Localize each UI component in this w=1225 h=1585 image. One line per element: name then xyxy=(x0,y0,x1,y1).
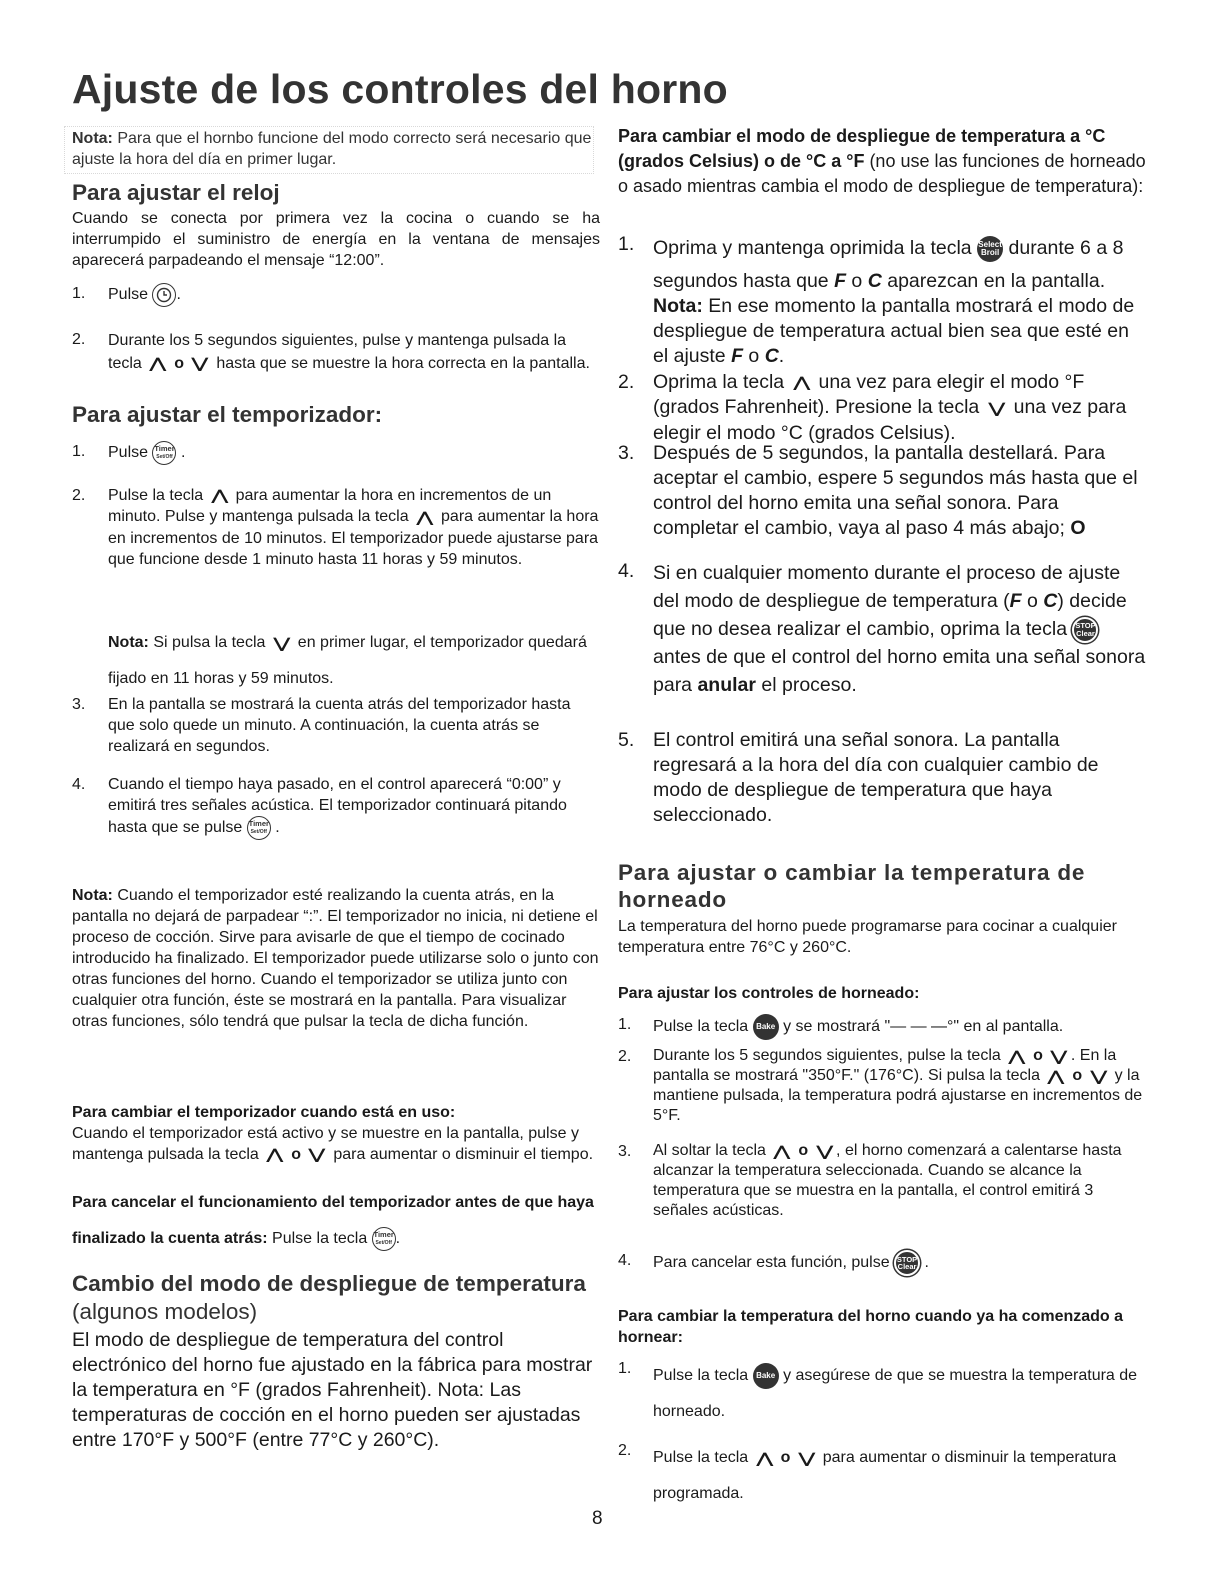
step-text: para aumentar o disminuir la temperatura programada. xyxy=(653,1449,1117,1503)
step-text: Al soltar la tecla xyxy=(653,1142,766,1160)
note-text: Cuando el temporizador esté realizando la cuenta atrás, en la pantalla no dejará de parpadear “:”. El temporizador no inicia, ni detiene el proceso de cocción. Sirve para avisarle de que el tiempo de cocinado introducido ha finalizado. El temporizador puede utilizarse solo o junto con otras funciones del horno. Cuando el temporizador se utiliza junto con cualquier otra función, éste se mostrará en la pantalla. Para visualizar otras funciones, sólo tendrá que pulsar la tecla de dicha función. xyxy=(72,887,599,1030)
intro-note xyxy=(72,128,600,170)
segment-f: F xyxy=(834,270,846,292)
step-text: y se mostrará "— — —°" en al pantalla. xyxy=(783,1018,1064,1036)
segment-c: C xyxy=(867,270,882,292)
step-text: Pulse xyxy=(108,286,149,304)
icon-text: Set/Off xyxy=(375,1239,392,1246)
timer-note xyxy=(72,885,600,1032)
down-arrow-icon: ⋁ xyxy=(309,1146,326,1163)
timer-step-2 xyxy=(72,485,600,570)
or-word: o xyxy=(748,345,760,367)
or-word: o xyxy=(1033,1047,1043,1065)
step-number: 2. xyxy=(72,487,86,504)
step-text: Oprima la tecla xyxy=(653,371,785,393)
display-mode-heading xyxy=(72,1269,600,1325)
step-text: Durante los 5 segundos siguientes, pulse y mantenga pulsada la tecla xyxy=(108,332,567,372)
step-number: 4. xyxy=(72,776,86,793)
down-arrow-icon: ⋁ xyxy=(1090,1068,1107,1085)
icon-text: Timer xyxy=(373,1229,394,1239)
step-number: 2. xyxy=(618,1048,632,1065)
display-mode-text: El modo de despliegue de temperatura del control electrónico del horno fue ajustado en la fábrica para mostrar la temperatura en °F (grados Fahrenheit). Nota: Las temperaturas de cocción en el horno pueden ser ajustadas entre 170°F y 500°F (entre 77°C y 260°C). xyxy=(72,1329,593,1451)
up-arrow-icon: ⋀ xyxy=(793,374,810,391)
clock-step-2 xyxy=(72,329,600,375)
clock-step-1 xyxy=(72,283,600,307)
step-number: 3. xyxy=(618,1143,632,1160)
down-arrow-icon: ⋁ xyxy=(816,1143,833,1159)
step-number: 1. xyxy=(72,285,86,302)
step-text: En la pantalla se mostrará la cuenta atrás del temporizador hasta que solo quede un minuto. A continuación, la cuenta atrás se realizará en segundos. xyxy=(108,696,571,755)
up-arrow-icon: ⋀ xyxy=(1008,1048,1026,1064)
step-text: Después de 5 segundos, la pantalla destellará. Para aceptar el cambio, espere 5 segundos más hasta que el control del horno emita una señal sonora. Para completar el cambio, vaya al paso 4 más abajo; xyxy=(653,442,1138,539)
or-word: o xyxy=(1072,1067,1083,1085)
down-arrow-icon: ⋁ xyxy=(988,399,1005,416)
up-arrow-icon: ⋀ xyxy=(756,1450,773,1466)
mode-step-5 xyxy=(618,728,1148,828)
clock-intro: Cuando se conecta por primera vez la cocina o cuando se ha interrumpido el suministro de energía en la ventana de mensajes aparecerá parpadeando el mensaje “12:00”. xyxy=(72,210,600,269)
timer-step-1 xyxy=(72,441,600,465)
step-text: una vez para elegir el modo °C (grados Celsius). xyxy=(653,396,1127,444)
cancel-heading: Para cancelar el funcionamiento del temporizador antes de que haya finalizado la cuenta atrás: xyxy=(72,1194,594,1247)
step-number: 2. xyxy=(72,331,86,348)
down-arrow-icon: ⋁ xyxy=(1051,1048,1068,1064)
step-text: y la mantiene pulsada, la temperatura podrá ajustarse en incrementos de 5°F. xyxy=(653,1067,1143,1125)
step-text: Pulse la tecla xyxy=(653,1449,749,1467)
timer-set-off-icon xyxy=(152,441,176,465)
timer-set-off-icon xyxy=(247,816,271,840)
step-number: 3. xyxy=(618,442,635,464)
icon-text: Clear xyxy=(897,1262,917,1271)
stop-clear-icon xyxy=(894,1250,920,1276)
text: Pulse la tecla xyxy=(267,1230,368,1247)
step-text: Cuando el tiempo haya pasado, en el control aparecerá “0:00” y emitirá tres señales acústica. El temporizador continuará pitando hasta que se pulse xyxy=(108,776,567,837)
intro-note-text: Para que el hornbo funcione del modo correcto será necesario que ajuste la hora del día en primer lugar. xyxy=(72,130,592,168)
bake-step-3 xyxy=(618,1141,1148,1221)
clock-heading: Para ajustar el reloj xyxy=(72,180,280,205)
up-arrow-icon: ⋀ xyxy=(774,1143,791,1159)
step-number: 4. xyxy=(618,1252,632,1269)
heading-bold: Cambio del modo de despliegue de temperatura xyxy=(72,1271,586,1296)
step-number: 1. xyxy=(618,1360,632,1377)
text: Cuando el temporizador está activo y se muestre en la pantalla, pulse y mantenga pulsada la tecla xyxy=(72,1125,579,1163)
step-tail: . xyxy=(924,1254,929,1272)
bake-change-step-2 xyxy=(618,1440,1148,1512)
step-text: Durante los 5 segundos siguientes, pulse la tecla xyxy=(653,1047,1001,1065)
bake-heading: Para ajustar o cambiar la temperatura de horneado xyxy=(618,860,1086,912)
down-arrow-icon: ⋁ xyxy=(192,355,209,372)
clock-icon xyxy=(152,283,176,307)
note-label: Nota: xyxy=(653,295,703,317)
step-number: 1. xyxy=(618,1016,632,1033)
step-text: y asegúrese de que se muestra la temperatura de horneado. xyxy=(653,1367,1138,1420)
up-arrow-icon: ⋀ xyxy=(211,487,228,504)
emphasis-word: anular xyxy=(697,674,756,696)
mode-step-4 xyxy=(618,559,1148,699)
icon-text: Set/Off xyxy=(156,454,173,460)
icon-text: Select xyxy=(978,239,1002,249)
up-arrow-icon: ⋀ xyxy=(416,508,433,525)
step-text: Si en cualquier momento durante el proceso de ajuste del modo de despliegue de temperatura ( xyxy=(653,562,1121,612)
step-text: durante 6 a 8 segundos hasta que xyxy=(653,237,1124,292)
note-text: En ese momento la pantalla mostrará el modo de despliegue de temperatura actual bien sea que esté en el ajuste xyxy=(653,295,1135,367)
step-text: , el horno comenzará a calentarse hasta alcanzar la temperatura seleccionada. Cuando se alcance la temperatura que se muestra en la pantalla, el control emitirá 3 señales acústicas. xyxy=(653,1142,1122,1220)
icon-text: Timer xyxy=(154,444,175,453)
step-text: Oprima y mantenga oprimida la tecla xyxy=(653,237,972,259)
timer-change-text xyxy=(72,1123,600,1165)
step-tail: . xyxy=(176,286,181,304)
or-word: o xyxy=(174,355,184,372)
step-text: Pulse xyxy=(108,444,149,462)
up-arrow-icon: ⋀ xyxy=(266,1146,284,1163)
step-text: ) decide que no desea realizar el cambio, oprima la tecla xyxy=(653,590,1127,640)
timer-change-heading: Para cambiar el temporizador cuando está en uso: xyxy=(72,1104,456,1121)
note-text: Si pulsa la tecla xyxy=(153,634,266,652)
bake-set-heading: Para ajustar los controles de horneado: xyxy=(618,985,920,1002)
step-text: para aumentar la hora en incrementos de 10 minutos. El temporizador puede ajustarse para que funcione desde 1 minuto hasta 11 horas y 59 minutos. xyxy=(108,508,599,568)
segment-f: F xyxy=(731,345,743,367)
bake-change-step-1 xyxy=(618,1358,1148,1430)
step-text: el proceso. xyxy=(761,674,857,696)
icon-text: Timer xyxy=(248,819,269,828)
timer-step-2-note xyxy=(72,625,600,697)
or-word: o xyxy=(1027,590,1038,612)
segment-c: C xyxy=(764,345,779,367)
mode-step-1 xyxy=(618,232,1148,369)
step-text: Para cancelar esta función, pulse xyxy=(653,1254,890,1272)
note-text: en primer lugar, el temporizador quedará fijado en 11 horas y 59 minutos. xyxy=(108,634,587,688)
timer-set-off-icon xyxy=(372,1227,396,1251)
icon-text: Broil xyxy=(980,247,1000,257)
segment-f: F xyxy=(1009,590,1022,612)
bake-change-heading: Para cambiar la temperatura del horno cuando ya ha comenzado a hornear: xyxy=(618,1308,1124,1346)
down-arrow-icon: ⋁ xyxy=(273,635,290,651)
up-arrow-icon: ⋀ xyxy=(1048,1068,1065,1085)
step-text: El control emitirá una señal sonora. La pantalla regresará a la hora del día con cualquier cambio de modo de despliegue de temperatura que haya seleccionado. xyxy=(653,729,1099,826)
timer-cancel xyxy=(72,1185,600,1257)
step-text: aparezcan en la pantalla. xyxy=(887,270,1106,292)
step-text: Pulse la tecla xyxy=(653,1018,749,1036)
step-text: . En la pantalla se mostrará "350°F." (176°C). Si pulsa la tecla xyxy=(653,1047,1117,1085)
mode-step-2 xyxy=(618,370,1148,446)
bake-step-2 xyxy=(618,1046,1148,1126)
icon-text: Set/Off xyxy=(250,829,267,835)
icon-text: Clear xyxy=(1076,628,1095,638)
timer-step-4 xyxy=(72,774,600,840)
bake-step-4 xyxy=(618,1250,1148,1276)
or-word: o xyxy=(851,270,863,292)
step-number: 5. xyxy=(618,729,635,751)
down-arrow-icon: ⋁ xyxy=(798,1450,815,1466)
step-text: Pulse la tecla xyxy=(653,1367,749,1384)
step-text: para aumentar la hora en incrementos de un minuto. Pulse y mantenga pulsada la tecla xyxy=(108,487,552,526)
mode-change-heading xyxy=(618,124,1148,199)
heading-bold: Para cambiar el modo de despliegue de temperatura a °C (grados Celsius) o de °C a °F xyxy=(618,126,1106,171)
step-text: antes de que el control del horno emita una señal sonora para xyxy=(653,646,1146,696)
note-label: Nota: xyxy=(72,887,113,904)
step-text: Pulse la tecla xyxy=(108,487,204,504)
step-number: 1. xyxy=(72,443,86,460)
timer-heading: Para ajustar el temporizador: xyxy=(72,402,383,427)
icon-text: STOP xyxy=(1075,621,1096,631)
step-number: 4. xyxy=(618,560,635,582)
page-number: 8 xyxy=(592,1508,603,1529)
timer-step-3 xyxy=(72,694,600,757)
mode-step-3 xyxy=(618,441,1148,541)
note-tail: . xyxy=(778,345,785,367)
step-tail: . xyxy=(180,444,186,462)
select-broil-icon xyxy=(977,236,1003,262)
step-text: hasta que se muestre la hora correcta en la pantalla. xyxy=(216,355,590,372)
text-tail: . xyxy=(395,1230,401,1247)
page-title: Ajuste de los controles del horno xyxy=(72,66,728,112)
step-number: 2. xyxy=(618,1442,632,1459)
stop-clear-icon xyxy=(1072,617,1098,643)
or-word: o xyxy=(798,1142,809,1160)
step-number: 2. xyxy=(618,371,635,393)
note-label: Nota: xyxy=(108,634,149,652)
heading-tail: (no use las funciones de horneado o asado mientras cambia el modo de despliegue de temperatura): xyxy=(618,151,1146,196)
icon-text: STOP xyxy=(896,1254,918,1264)
bake-icon: Bake xyxy=(753,1014,779,1040)
step-text: una vez para elegir el modo °F (grados Fahrenheit). Presione la tecla xyxy=(653,371,1085,419)
or-word: o xyxy=(780,1449,791,1467)
bake-intro: La temperatura del horno puede programarse para cocinar a cualquier temperatura entre 76°C y 260°C. xyxy=(618,918,1117,956)
bake-step-1 xyxy=(618,1014,1148,1040)
text: para aumentar o disminuir el tiempo. xyxy=(333,1146,594,1163)
heading-normal: (algunos modelos) xyxy=(72,1299,258,1324)
step-number: 3. xyxy=(72,696,86,713)
intro-note-label: Nota: xyxy=(72,130,113,147)
segment-c: C xyxy=(1043,590,1058,612)
step-tail: . xyxy=(275,819,280,837)
or-word: O xyxy=(1070,517,1086,539)
up-arrow-icon: ⋀ xyxy=(149,355,167,372)
or-word: o xyxy=(291,1146,301,1163)
step-number: 1. xyxy=(618,233,635,255)
bake-icon: Bake xyxy=(753,1363,779,1389)
